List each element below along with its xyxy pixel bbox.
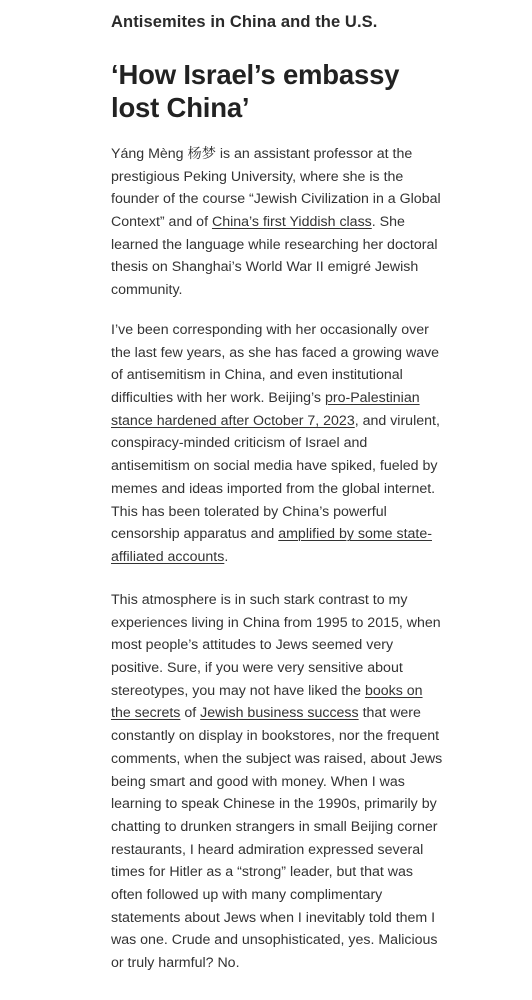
text-run: of <box>180 705 201 722</box>
paragraph-line <box>111 364 451 387</box>
paragraph-line <box>111 188 451 211</box>
text-run: difficulties with her work. Beijing’s <box>111 390 325 407</box>
text-run: conspiracy-minded criticism of Israel and <box>111 435 368 452</box>
paragraph-1 <box>111 143 451 302</box>
text-run: being smart and good with money. When I was <box>111 773 405 790</box>
paragraph-line <box>111 342 451 365</box>
text-run: times for Hitler as a “strong” leader, but that was <box>111 864 414 881</box>
text-run: community. <box>111 282 183 299</box>
text-run: chatting to drunken strangers in small Beijing corner <box>111 818 438 835</box>
text-run: positive. Sure, if you were very sensitive about <box>111 660 403 677</box>
article-title-line: lost China’ <box>111 92 250 123</box>
inline-link[interactable]: Jewish business success <box>200 705 359 722</box>
paragraph-line <box>111 816 451 839</box>
text-run: prestigious Peking University, where she is the <box>111 168 404 185</box>
paragraph-line <box>111 234 451 257</box>
text-run: stereotypes, you may not have liked the <box>111 682 365 699</box>
paragraph-line <box>111 907 451 930</box>
paragraph-line <box>111 702 451 725</box>
text-run: that were <box>358 705 421 722</box>
inline-link[interactable]: affiliated accounts <box>111 548 225 565</box>
paragraph-line <box>111 455 451 478</box>
text-run: learning to speak Chinese in the 1990s, primarily by <box>111 796 437 813</box>
paragraph-line <box>111 657 451 680</box>
text-run: . She <box>371 214 405 231</box>
text-run: restaurants, I heard admiration expressed several <box>111 841 424 858</box>
text-run: or truly harmful? No. <box>111 955 240 971</box>
paragraph-line <box>111 725 451 748</box>
text-run: experiences living in China from 1995 to 2015, when <box>111 614 441 631</box>
paragraph-line <box>111 884 451 907</box>
paragraph-line <box>111 501 451 524</box>
paragraph-2 <box>111 319 451 569</box>
inline-link[interactable]: the secrets <box>111 705 181 722</box>
inline-link[interactable]: pro-Palestinian <box>324 390 420 407</box>
text-run: censorship apparatus and <box>111 526 279 543</box>
text-run: often followed up with many complimentary <box>111 886 383 903</box>
inline-link[interactable]: China’s first Yiddish class <box>211 214 372 231</box>
paragraph-line <box>111 319 451 342</box>
paragraph-line <box>111 771 451 794</box>
paragraph-line <box>111 279 451 302</box>
paragraph-line <box>111 929 451 952</box>
text-run: antisemitism on social media have spiked, fueled by <box>111 458 438 475</box>
paragraph-line <box>111 387 451 410</box>
text-run: Context” and of <box>111 214 212 231</box>
article-title-line: ‘How Israel’s embassy <box>111 59 400 90</box>
text-run: . <box>224 548 229 565</box>
text-run: constantly on display in bookstores, nor the frequent <box>111 728 440 745</box>
paragraph-line <box>111 523 451 546</box>
text-run: I’ve been corresponding with her occasionally over <box>111 322 429 338</box>
paragraph-line <box>111 166 451 189</box>
paragraph-line <box>111 256 451 279</box>
text-run: was one. Crude and unsophisticated, yes. Malicious <box>111 932 438 949</box>
text-run: , and virulent, <box>354 412 440 429</box>
paragraph-line <box>111 546 451 569</box>
paragraph-line <box>111 680 451 703</box>
paragraph-line <box>111 748 451 771</box>
paragraph-line <box>111 952 451 975</box>
inline-link[interactable]: stance hardened after October 7, 2023 <box>111 412 355 429</box>
paragraph-3 <box>111 589 451 975</box>
paragraph-line <box>111 839 451 862</box>
text-run: Yáng Mèng 杨梦 is an assistant professor at the <box>111 146 413 162</box>
text-run: This atmosphere is in such stark contrast to my <box>111 592 408 608</box>
text-run: This has been tolerated by China’s powerful <box>111 503 387 520</box>
text-run: statements about Jews when I inevitably told them I <box>111 909 436 926</box>
paragraph-line <box>111 410 451 433</box>
paragraph-line <box>111 478 451 501</box>
text-run: the last few years, as she has faced a growing wave <box>111 344 440 361</box>
paragraph-line <box>111 861 451 884</box>
text-run: learned the language while researching her doctoral <box>111 236 438 253</box>
text-run: founder of the course “Jewish Civilization in a Global <box>111 191 441 208</box>
text-run: of antisemitism in China, and even institutional <box>111 367 403 384</box>
paragraph-line <box>111 432 451 455</box>
paragraph-line <box>111 589 451 612</box>
text-run: most people’s attitudes to Jews seemed very <box>111 637 394 654</box>
text-run: memes and ideas imported from the global internet. <box>111 480 436 497</box>
paragraph-line <box>111 211 451 234</box>
inline-link[interactable]: books on <box>364 682 423 699</box>
paragraph-line <box>111 143 451 166</box>
text-run: comments, when the subject was raised, about Jews <box>111 750 443 767</box>
paragraph-line <box>111 612 451 635</box>
article-title <box>111 58 441 124</box>
paragraph-line <box>111 793 451 816</box>
article-kicker: Antisemites in China and the U.S. <box>111 13 378 31</box>
inline-link[interactable]: amplified by some state- <box>278 526 432 543</box>
paragraph-line <box>111 634 451 657</box>
text-run: thesis on Shanghai’s World War II emigré Jewish <box>111 259 419 276</box>
